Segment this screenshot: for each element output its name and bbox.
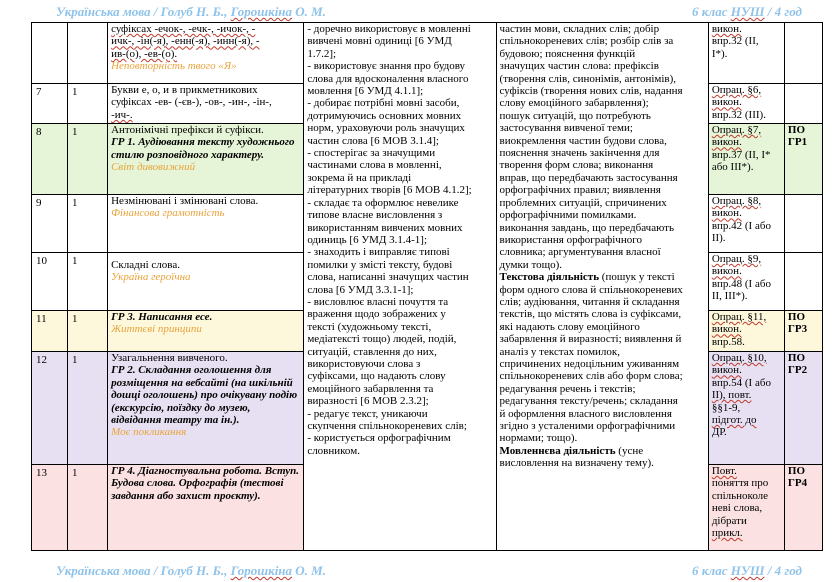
lesson-hours: 1 bbox=[68, 352, 108, 465]
topic-cell: суфіксах -ечок-, -ечк-, -ичок-, - ичк-, -ін(-я), -енн(-я), -инн(-я), - ив-(о), -ев-(о). Неповторність твого «Я» bbox=[108, 23, 304, 84]
activity-line: творення форм слова; виконання bbox=[499, 159, 654, 172]
lesson-number: 11 bbox=[32, 311, 68, 352]
outcome-line: слова [6 УМД 3.3.1-1]; bbox=[307, 283, 414, 296]
outcome-line: скупчення спільнокореневих слів; bbox=[307, 420, 467, 432]
page-header bbox=[0, 0, 832, 22]
activity-line: форм одного слова й спільнокореневих bbox=[499, 283, 683, 296]
assessment-badge: ПО ГР4 bbox=[784, 465, 822, 551]
activity-line: слову емоційного забарвлення); bbox=[499, 97, 649, 110]
activity-line: текстів, що містять слова із суфіксами, bbox=[499, 308, 682, 321]
speech-activity-heading: Мовленнєва діяльність bbox=[499, 444, 616, 457]
outcome-line: медіатексті тощо) людей, подій, bbox=[307, 333, 457, 346]
gr-task: ГР 3. Написання есе. bbox=[111, 311, 213, 323]
activity-line: які надають слову емоційного bbox=[499, 320, 640, 333]
lesson-hours: 1 bbox=[68, 253, 108, 311]
activities-cell bbox=[496, 23, 708, 551]
footer-course: Українська мова / Голуб Н. Б., Горошкіна О. М. bbox=[56, 563, 326, 578]
outcome-line: одиниць [6 УМД 3.1.4-1]; bbox=[307, 233, 428, 246]
homework-cell: Опрац. §10, викон. впр.54 (I або II), повт. §§1-9, підгот. до ДР. bbox=[708, 352, 784, 465]
homework-cell: Опрац. §6, викон. впр.32 (III). bbox=[708, 84, 784, 124]
page-footer bbox=[0, 559, 832, 581]
lesson-hours: 1 bbox=[68, 195, 108, 253]
activity-line: редагування тексту/речень; складання bbox=[499, 395, 678, 408]
outcome-line: частинами слова в мовленні, bbox=[307, 159, 442, 172]
outcome-line: помилки у змісті тексту, будові bbox=[307, 258, 453, 271]
activity-line: виокремлення частин будови слова, bbox=[499, 134, 667, 147]
activity-line: пошук ситуацій, що потребують bbox=[499, 109, 651, 122]
outcome-line: суфіксами, що надають слову bbox=[307, 370, 446, 383]
homework-cell: викон. впр.32 (II, I*). bbox=[708, 23, 784, 84]
activity-line: орфографічними помилками. bbox=[499, 209, 637, 222]
outcome-line: - висловлює власні почуття та bbox=[307, 295, 449, 308]
text-activity-heading-line bbox=[500, 271, 705, 283]
outcome-line: зокрема й на прикладі bbox=[307, 171, 412, 184]
lesson-number: 10 bbox=[32, 253, 68, 311]
homework-cell: Опрац. §7, викон. впр.37 (II, I* або III*). bbox=[708, 124, 784, 195]
activity-line: орфографічних правил; виявлення bbox=[499, 184, 661, 197]
outcome-line: враження щодо зображених у bbox=[307, 308, 446, 321]
outcome-line: використовуючи слова з bbox=[307, 357, 421, 370]
topic-cell: Незмінювані і змінювані слова. Фінансова грамотність bbox=[108, 195, 304, 253]
topic-cell bbox=[108, 465, 304, 551]
activity-line: застосування вивченої теми; bbox=[499, 122, 633, 135]
activity-line: спільнокореневих слів; розбір слів за bbox=[499, 35, 674, 48]
activity-line: нормами; тощо). bbox=[499, 432, 578, 445]
outcome-line: дотримуючись основних мовних bbox=[307, 109, 462, 122]
outcome-line: 1.7.2]; bbox=[307, 47, 337, 60]
text-activity-heading: Текстова діяльність bbox=[499, 271, 600, 284]
homework-cell: Опрац. §9, викон. впр.48 (I або II, III*). bbox=[708, 253, 784, 311]
homework-cell: Опрац. §11, викон. впр.58. bbox=[708, 311, 784, 352]
outcome-line: типове власне висловлення з bbox=[307, 209, 443, 222]
activity-line: слів; аудіювання, читання й складання bbox=[499, 295, 680, 308]
activity-line: (пошук у тексті bbox=[599, 271, 675, 284]
topic-subtitle: Фінансова грамотність bbox=[111, 207, 225, 220]
outcome-line: слова, написанні значущих частин bbox=[307, 271, 469, 284]
outcome-line: ситуацій, ставлення до них, bbox=[307, 345, 437, 358]
activity-line: спричинених недоцільним уживанням bbox=[499, 357, 680, 370]
topic-subtitle: Неповторність твого «Я» bbox=[111, 60, 237, 73]
activity-line: й оформлення власного висловлення bbox=[499, 407, 672, 420]
outcome-line: вивчені мовні одиниці [6 УМД bbox=[307, 35, 452, 48]
speech-activity bbox=[500, 445, 705, 470]
topic-subtitle: Україна героїчна bbox=[111, 271, 191, 284]
outcome-line: - складає та оформлює невелике bbox=[307, 196, 459, 209]
homework-cell: Повт. поняття про спільноколе неві слова, дібрати прикл. bbox=[708, 465, 784, 551]
outcome-line: - доречно використовує в мовленні bbox=[307, 23, 471, 35]
activity-line: забарвлення й виразності; виявлення й bbox=[499, 333, 682, 346]
outcome-line: словником. bbox=[307, 444, 360, 457]
activity-line: виконання завдань, що передбачають bbox=[499, 221, 674, 234]
activity-line: частин мови, складних слів; добір bbox=[499, 23, 660, 35]
homework-cell: Опрац. §8, викон. впр.42 (I або II). bbox=[708, 195, 784, 253]
assessment-badge: ПО ГР1 bbox=[784, 124, 822, 195]
lesson-number: 9 bbox=[32, 195, 68, 253]
outcome-line: - використовує знання про будову bbox=[307, 60, 466, 73]
outcome-line: літературних творів [6 МОВ 4.1.2]; bbox=[307, 184, 472, 197]
activity-line: думки тощо). bbox=[499, 258, 562, 271]
lesson-number: 8 bbox=[32, 124, 68, 195]
gr-task: ГР 4. Діагностувальна робота. Вступ. Будова слова. Орфографія (тестові завдання або захист проєкту). bbox=[111, 465, 299, 502]
footer-grade: 6 клас НУШ / 4 год bbox=[691, 563, 802, 578]
topic-cell: Букви е, о, и в прикметникових суфіксах -ев- (-єв-), -ов-, -ин-, -ін-, -ич-. bbox=[108, 84, 304, 124]
topic-cell: Узагальнення вивченого. ГР 2. Складання оголошення для розміщення на вебсайті (на шкільній дошці оголошень) про очікувану подію (екскурсію, поїздку до музею, відвідання театру та ін.). Моє покликання bbox=[108, 352, 304, 465]
outcome-line: частин слова [6 МОВ 3.1.4]; bbox=[307, 134, 439, 147]
outcome-line: мовлення [6 УМД 4.1.1]; bbox=[307, 85, 424, 98]
learning-outcomes-cell bbox=[304, 23, 496, 551]
outcome-line: використанням вивчених мовних bbox=[307, 221, 463, 234]
activity-line: аналіз у текстах помилок, bbox=[499, 345, 621, 358]
outcome-line: - знаходить і виправляє типові bbox=[307, 246, 450, 259]
topic-subtitle: Життєві принципи bbox=[111, 323, 202, 336]
topic-subtitle: Моє покликання bbox=[111, 426, 187, 439]
topic-cell: Складні слова. Україна героїчна bbox=[108, 253, 304, 311]
topic-cell bbox=[108, 311, 304, 352]
lesson-number: 12 bbox=[32, 352, 68, 465]
outcome-line: слова для вдосконалення власного bbox=[307, 72, 469, 85]
speech-activity-text: (усне висловлення на визначену тему). bbox=[499, 444, 654, 470]
activity-line: проблемних ситуацій, спричинених bbox=[499, 196, 667, 209]
activity-line: суфіксів (творення нових слів, надання bbox=[499, 85, 683, 98]
lesson-hours: 1 bbox=[68, 465, 108, 551]
outcome-line: норм, ураховуючи роль значущих bbox=[307, 122, 465, 135]
activity-line: будовою; пояснення функцій bbox=[499, 47, 636, 60]
outcome-line: - користується орфографічним bbox=[307, 432, 451, 445]
gr-task: ГР 1. Аудіювання тексту художнього стилю розповідного характеру. bbox=[111, 136, 295, 161]
lesson-number: 7 bbox=[32, 84, 68, 124]
header-grade: 6 клас НУШ / 4 год bbox=[691, 4, 802, 19]
activity-line: редагування речень і текстів; bbox=[499, 382, 636, 395]
header-course: Українська мова / Голуб Н. Б., Горошкіна О. М. bbox=[56, 4, 326, 19]
outcome-line: виразності [6 МОВ 2.3.2]; bbox=[307, 395, 429, 408]
lesson-number: 13 bbox=[32, 465, 68, 551]
activity-line: словника; аргументування власної bbox=[499, 246, 661, 259]
topic-subtitle: Світ дивовижний bbox=[111, 161, 196, 174]
curriculum-table bbox=[31, 22, 823, 551]
outcome-line: тексті (художньому тексті, bbox=[307, 320, 432, 333]
gr-task: ГР 2. Складання оголошення для розміщення на вебсайті (на шкільній дошці оголошень) про очікувану подію (екскурсію, поїздку до музею, відвідання театру та ін.). bbox=[111, 364, 298, 427]
topic-cell: Антонімічні префікси й суфікси. ГР 1. Аудіювання тексту художнього стилю розповідного характеру. Світ дивовижний bbox=[108, 124, 304, 195]
outcome-line: емоційного забарвлення та bbox=[307, 382, 434, 395]
activity-line: вправ, що передбачають застосування bbox=[499, 171, 678, 184]
table-row bbox=[32, 23, 823, 84]
activity-line: спільнокореневих слів або форм слова; bbox=[499, 370, 683, 383]
lesson-hours: 1 bbox=[68, 84, 108, 124]
activity-line: значущих частин слова: префіксів bbox=[499, 60, 659, 73]
assessment-badge: ПО ГР2 bbox=[784, 352, 822, 465]
activity-line: згідно з усталеними орфографічними bbox=[499, 420, 676, 432]
outcome-line: - добирає потрібні мовні засоби, bbox=[307, 97, 460, 110]
lesson-hours: 1 bbox=[68, 124, 108, 195]
activity-line: використання орфографічного bbox=[499, 233, 642, 246]
lesson-hours: 1 bbox=[68, 311, 108, 352]
assessment-badge: ПО ГР3 bbox=[784, 311, 822, 352]
outcome-line: - спостерігає за значущими bbox=[307, 147, 436, 160]
activity-line: (творення слів, синонімів, антонімів), bbox=[499, 72, 677, 85]
activity-line: пояснення значень закінчення для bbox=[499, 147, 660, 160]
outcome-line: - редагує текст, уникаючи bbox=[307, 407, 428, 420]
